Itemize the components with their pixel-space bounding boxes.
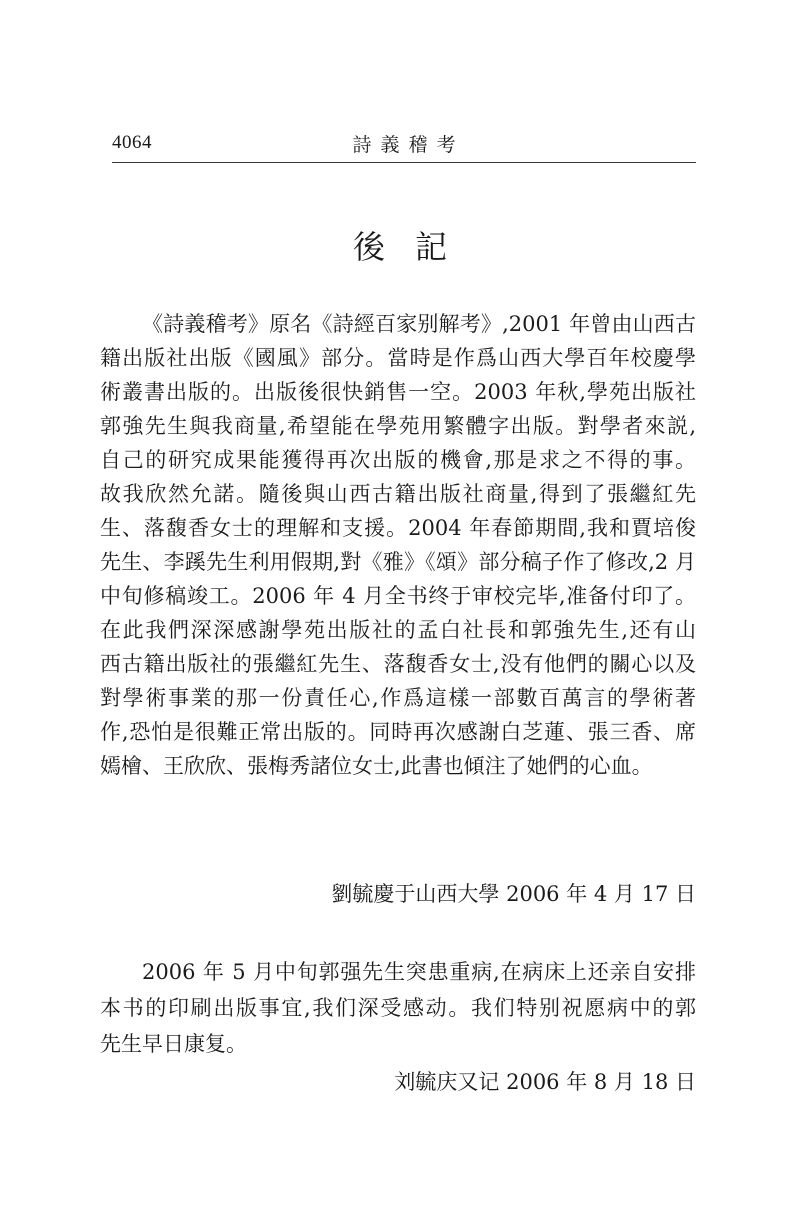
signature-2: 刘毓庆又记 2006 年 8 月 18 日 [394, 1070, 696, 1094]
paragraph-1-line: 作,恐怕是很難正常出版的。同時再次感謝白芝蓮、張三香、席 [100, 720, 696, 744]
paragraph-1-line: 西古籍出版社的張繼紅先生、落馥香女士,没有他們的關心以及 [100, 652, 696, 676]
paragraph-2-line: 本书的印刷出版事宜,我们深受感动。我们特别祝愿病中的郭 [100, 996, 696, 1020]
paragraph-1-line: 籍出版社出版《國風》部分。當時是作爲山西大學百年校慶學 [100, 346, 696, 370]
paragraph-1-line: 在此我們深深感謝學苑出版社的孟白社長和郭強先生,还有山 [100, 618, 696, 642]
page-header [112, 126, 696, 160]
paragraph-1-line: 對學術事業的那一份責任心,作爲這樣一部數百萬言的學術著 [100, 686, 696, 710]
paragraph-1-line: 生、落馥香女士的理解和支援。2004 年春節期間,我和賈培俊 [100, 516, 696, 540]
paragraph-1-line: 嫣檜、王欣欣、張梅秀諸位女士,此書也傾注了她們的心血。 [100, 754, 653, 778]
section-title: 後記 [352, 228, 477, 266]
header-rule [112, 162, 696, 163]
paragraph-2-line: 2006 年 5 月中旬郭强先生突患重病,在病床上还亲自安排 [142, 960, 696, 984]
signature-1: 劉毓慶于山西大學 2006 年 4 月 17 日 [331, 882, 696, 906]
paragraph-2-line: 先生早日康复。 [100, 1032, 247, 1056]
page-number: 4064 [112, 132, 152, 153]
running-title: 詩義稽考 [352, 134, 465, 156]
paragraph-1-line: 中旬修稿竣工。2006 年 4 月全书终于审校完毕,准备付印了。 [100, 584, 696, 608]
paragraph-1-line: 郭強先生與我商量,希望能在學苑用繁體字出版。對學者來説, [100, 414, 696, 438]
paragraph-1-line: 故我欣然允諾。隨後與山西古籍出版社商量,得到了張繼紅先 [100, 482, 696, 506]
paragraph-1-line: 自己的研究成果能獲得再次出版的機會,那是求之不得的事。 [100, 448, 696, 472]
paragraph-1-line: 《詩義稽考》原名《詩經百家别解考》,2001 年曾由山西古 [142, 312, 696, 336]
paragraph-1-line: 先生、李蹊先生利用假期,對《雅》《頌》部分稿子作了修改,2 月 [100, 550, 696, 574]
paragraph-1-line: 術叢書出版的。出版後很快銷售一空。2003 年秋,學苑出版社 [100, 380, 696, 404]
